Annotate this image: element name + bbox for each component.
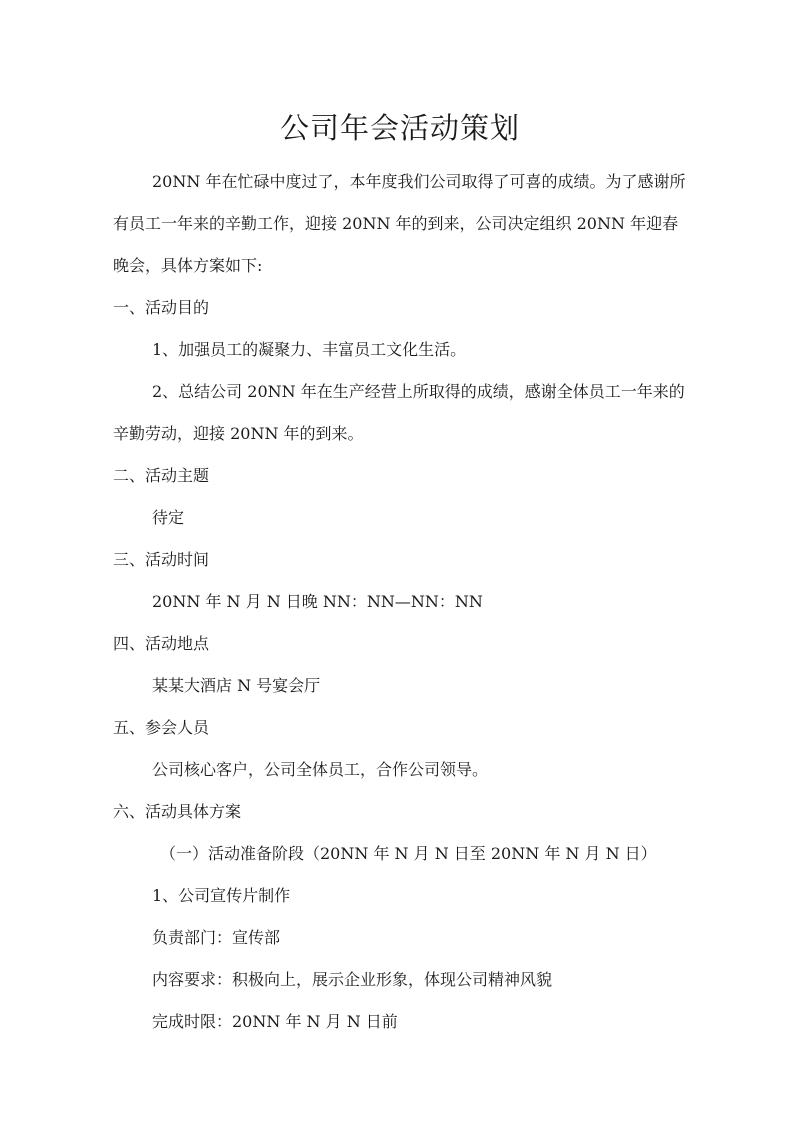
section-heading-time: 三、活动时间	[113, 550, 210, 569]
theme-content: 待定	[152, 508, 185, 527]
section-heading-plan: 六、活动具体方案	[113, 802, 242, 821]
intro-line-2: 有员工一年来的辛勤工作，迎接 20NN 年的到来，公司决定组织 20NN 年迎春	[113, 214, 679, 233]
section-heading-attendees: 五、参会人员	[113, 718, 210, 737]
section-heading-theme: 二、活动主题	[113, 466, 210, 485]
intro-line-1: 20NN 年在忙碌中度过了，本年度我们公司取得了可喜的成绩。为了感谢所	[152, 172, 686, 191]
plan-task-1-deadline: 完成时限：20NN 年 N 月 N 日前	[152, 1012, 398, 1031]
location-content: 某某大酒店 N 号宴会厅	[152, 676, 321, 695]
section-heading-location: 四、活动地点	[113, 634, 210, 653]
plan-task-1-department: 负责部门：宣传部	[152, 928, 281, 947]
plan-stage-1: （一）活动准备阶段（20NN 年 N 月 N 日至 20NN 年 N 月 N 日）	[160, 844, 657, 863]
purpose-item-2-line-1: 2、总结公司 20NN 年在生产经营上所取得的成绩，感谢全体员工一年来的	[152, 382, 685, 401]
section-heading-purpose: 一、活动目的	[113, 298, 210, 317]
purpose-item-2-line-2: 辛勤劳动，迎接 20NN 年的到来。	[113, 424, 364, 443]
intro-line-3: 晚会，具体方案如下:	[113, 256, 263, 275]
document-title: 公司年会活动策划	[279, 111, 520, 145]
attendees-content: 公司核心客户，公司全体员工，合作公司领导。	[152, 760, 489, 779]
purpose-item-1: 1、加强员工的凝聚力、丰富员工文化生活。	[152, 340, 467, 359]
time-content: 20NN 年 N 月 N 日晚 NN：NN—NN：NN	[152, 592, 483, 611]
plan-task-1-requirements: 内容要求：积极向上，展示企业形象，体现公司精神风貌	[152, 970, 553, 989]
plan-task-1-title: 1、公司宣传片制作	[152, 886, 291, 905]
